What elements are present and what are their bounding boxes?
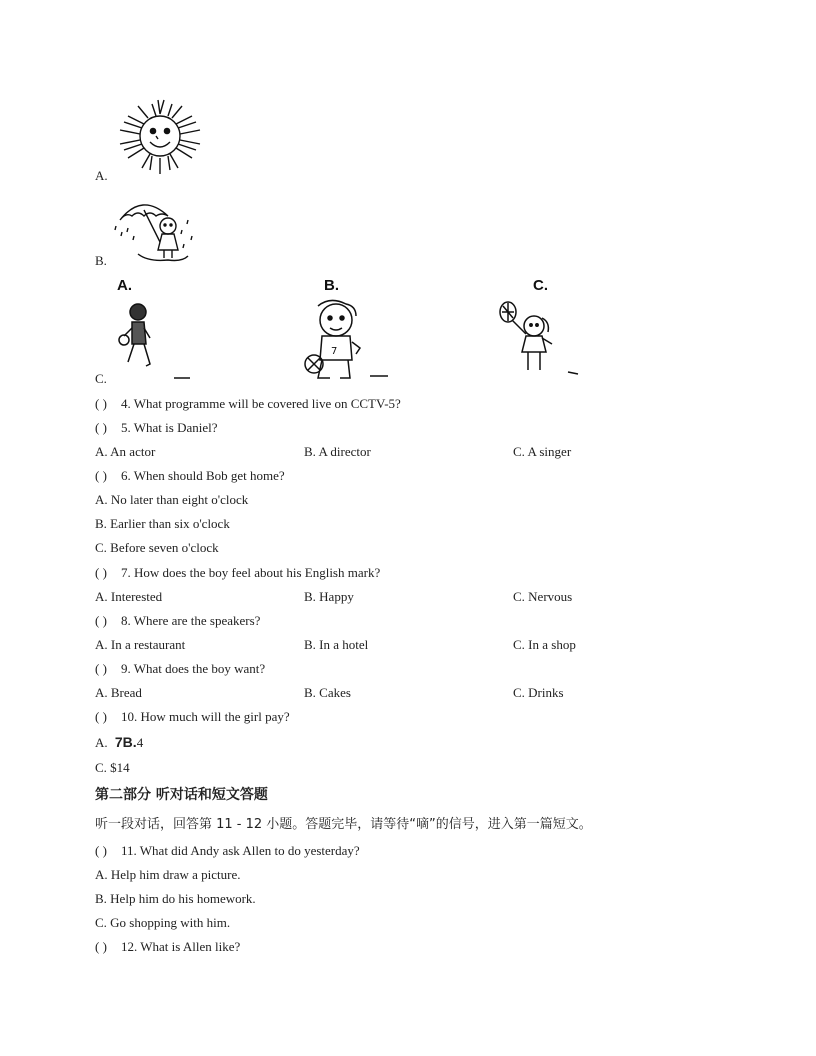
tennis-player-picture [494,298,586,384]
basketball-player-picture [298,298,394,384]
q10-option-a-tail: 4 [136,735,144,750]
q11-option-b[interactable]: B. Help him do his homework. [95,891,256,906]
q8-option-c[interactable]: C. In a shop [513,637,576,652]
q11-question: 11. What did Andy ask Allen to do yesterday? [121,843,360,858]
q7-question: 7. How does the boy feel about his English mark? [121,565,381,580]
q11-option-a[interactable]: A. Help him draw a picture. [95,867,241,882]
q6-option-c[interactable]: C. Before seven o'clock [95,540,219,555]
q9-option-c[interactable]: C. Drinks [513,685,564,700]
q9-answer-bracket[interactable]: ( ) [95,661,107,676]
part2-instruction: 听一段对话，回答第 11 - 12 小题。答题完毕，请等待“嘀”的信号，进入第一篇短文。 [95,817,592,832]
q7-option-b[interactable]: B. Happy [304,589,354,604]
q6-option-b[interactable]: B. Earlier than six o'clock [95,516,230,531]
q12-answer-bracket[interactable]: ( ) [95,939,107,954]
picture-option-a-label: A. [95,168,108,183]
part2-heading: 第二部分 听对话和短文答题 [95,787,268,803]
q10-option-a-letter: A. [95,735,108,750]
q10-option-a[interactable] [95,734,143,751]
picture-option-b-label: B. [95,253,107,268]
q8-answer-bracket[interactable]: ( ) [95,613,107,628]
q12-question: 12. What is Allen like? [121,939,241,954]
sun-picture [112,96,208,178]
q9-option-b[interactable]: B. Cakes [304,685,351,700]
sport-option-c-letter: C. [533,277,548,294]
q10-question: 10. How much will the girl pay? [121,709,290,724]
q11-answer-bracket[interactable]: ( ) [95,843,107,858]
q9-question: 9. What does the boy want? [121,661,266,676]
svg-text:7: 7 [331,346,338,357]
sport-option-a-letter: A. [117,277,132,294]
q6-answer-bracket[interactable]: ( ) [95,468,107,483]
q4-answer-bracket[interactable]: ( ) [95,396,107,411]
q5-question: 5. What is Daniel? [121,420,218,435]
q5-option-b[interactable]: B. A director [304,444,371,459]
q11-option-c[interactable]: C. Go shopping with him. [95,915,231,930]
q9-option-a[interactable]: A. Bread [95,685,142,700]
q10-option-a-bold-text: 7B. [114,734,137,750]
q5-option-a[interactable]: A. An actor [95,444,156,459]
q10-option-c[interactable]: C. $14 [95,760,130,775]
q8-option-a[interactable]: A. In a restaurant [95,637,186,652]
q7-option-a[interactable]: A. Interested [95,589,163,604]
football-player-picture [116,300,196,384]
sport-option-b-letter: B. [324,277,339,294]
q7-answer-bracket[interactable]: ( ) [95,565,107,580]
q5-answer-bracket[interactable]: ( ) [95,420,107,435]
q8-option-b[interactable]: B. In a hotel [304,637,369,652]
rain-picture [112,190,198,266]
q10-answer-bracket[interactable]: ( ) [95,709,107,724]
picture-option-c-label: C. [95,371,107,386]
q4-question: 4. What programme will be covered live on CCTV-5? [121,396,401,411]
q6-question: 6. When should Bob get home? [121,468,285,483]
q6-option-a[interactable]: A. No later than eight o'clock [95,492,249,507]
q7-option-c[interactable]: C. Nervous [513,589,573,604]
q8-question: 8. Where are the speakers? [121,613,261,628]
q5-option-c[interactable]: C. A singer [513,444,572,459]
